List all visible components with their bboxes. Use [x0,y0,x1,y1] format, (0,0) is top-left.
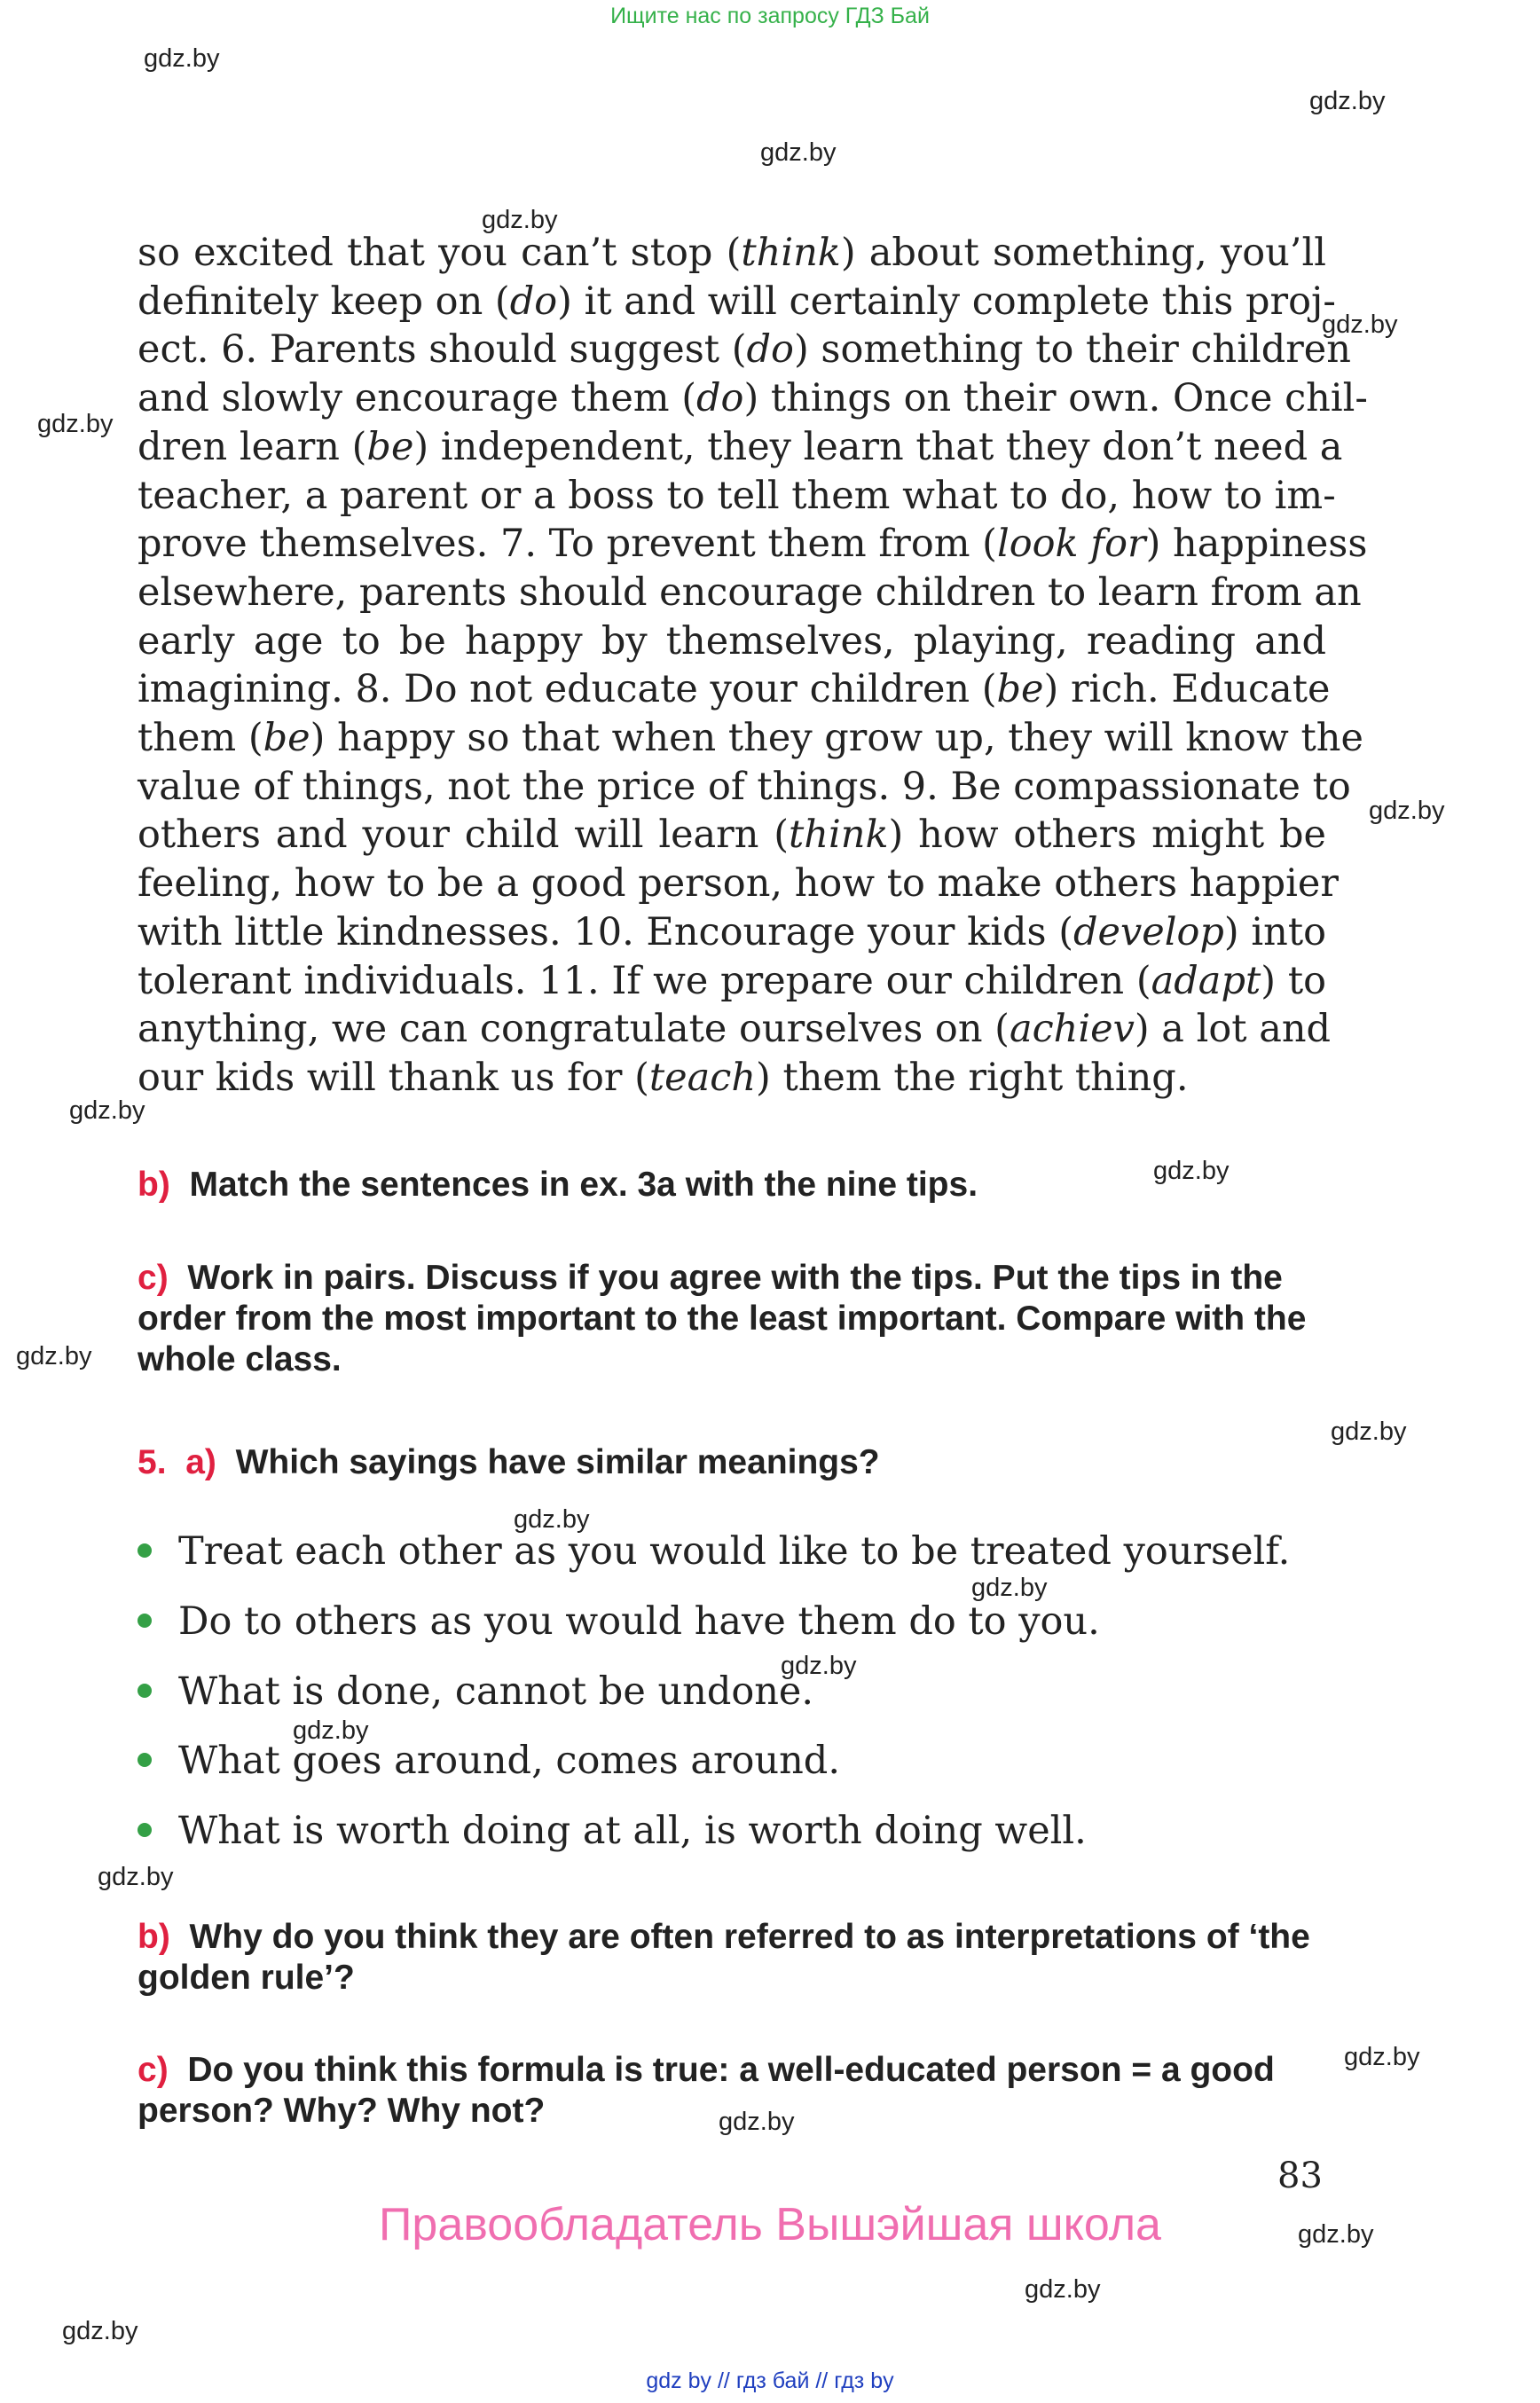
task-4b [138,1165,1326,1205]
watermark: gdz.by [1025,2275,1101,2304]
task-label: a) [185,1443,216,1481]
paragraph-line: with little kindnesses. 10. Encourage your kids (develop) into [138,909,1326,954]
paragraph-line: anything, we can congratulate ourselves on (achiev) a lot and [138,1007,1332,1052]
paragraph-line: others and your child will learn (think) how others might be [138,813,1326,858]
watermark: gdz.by [37,410,114,438]
bullet-icon [138,1543,152,1558]
task-5c [138,2050,1326,2132]
watermark: gdz.by [16,1342,92,1370]
task-text: Match the sentences in ex. 3a with the nine tips. [189,1166,978,1204]
paragraph-line: feeling, how to be a good person, how to make others happier [138,861,1339,907]
task-text: Why do you think they are often referred to as interpretations of ‘the golden rule’? [138,1918,1310,1997]
saying-item: What is done, cannot be undone. [138,1669,813,1714]
watermark: gdz.by [1322,310,1398,339]
watermark: gdz.by [1298,2220,1374,2249]
watermark: gdz.by [1331,1417,1407,1446]
paragraph-line: tolerant individuals. 11. If we prepare our children (adapt) to [138,958,1326,1003]
paragraph-line: and slowly encourage them (do) things on their own. Once chil- [138,376,1368,421]
page-number: 83 [1277,2156,1323,2196]
watermark: gdz.by [760,138,837,167]
bullet-icon [138,1753,152,1767]
watermark: gdz.by [69,1096,145,1125]
watermark: gdz.by [1344,2043,1420,2071]
task-label: b) [138,1166,170,1204]
bullet-icon [138,1684,152,1698]
paragraph-line: so excited that you can’t stop (think) about something, you’ll [138,231,1326,275]
task-label: c) [138,1259,169,1297]
paragraph-line: elsewhere, parents should encourage children to learn from an [138,569,1362,615]
watermark: gdz.by [62,2317,138,2345]
watermark: gdz.by [719,2108,795,2136]
watermark: gdz.by [781,1652,857,1680]
watermark: gdz.by [1369,797,1445,825]
paragraph-line: definitely keep on (do) it and will certainly complete this proj- [138,279,1336,324]
paragraph-line: teacher, a parent or a boss to tell them what to do, how to im- [138,473,1336,518]
watermark: gdz.by [971,1574,1048,1602]
paragraph-line: value of things, not the price of things. 9. Be compassionate to [138,764,1351,809]
watermark: gdz.by [514,1505,590,1534]
bullet-icon [138,1823,152,1837]
task-text: Work in pairs. Discuss if you agree with the tips. Put the tips in the order from the most important to the least important. Compare with the whole class. [138,1259,1307,1378]
top-banner[interactable]: Ищите нас по запросу ГДЗ Бай [610,4,930,28]
footer-links[interactable]: gdz by // гдз бай // гдз by [646,2368,894,2393]
paragraph-line: dren learn (be) independent, they learn that they don’t need a [138,424,1343,469]
task-5a [138,1442,1326,1483]
watermark: gdz.by [482,206,558,234]
task-text: Which sayings have similar meanings? [235,1443,880,1481]
watermark: gdz.by [293,1716,369,1745]
task-5b [138,1917,1326,1999]
task-label: b) [138,1918,170,1956]
bullet-icon [138,1614,152,1628]
saying-item: Do to others as you would have them do to you. [138,1599,1100,1644]
watermark: gdz.by [1153,1157,1230,1185]
saying-item: What goes around, comes around. [138,1739,840,1783]
watermark: gdz.by [98,1863,174,1891]
watermark: gdz.by [1309,87,1386,115]
paragraph-line: prove themselves. 7. To prevent them from (look for) happiness [138,522,1368,567]
paragraph-line: imagining. 8. Do not educate your children (be) rich. Educate [138,667,1331,712]
saying-item: Treat each other as you would like to be treated yourself. [138,1529,1290,1574]
paragraph-line: them (be) happy so that when they grow up, they will know the [138,716,1363,761]
task-text: Do you think this formula is true: a well-educated person = a good person? Why? Why not? [138,2051,1275,2130]
copyright-notice: Правообладатель Вышэйшая школа [379,2199,1161,2250]
task-label: c) [138,2051,169,2089]
watermark: gdz.by [144,44,220,73]
paragraph-line: ect. 6. Parents should suggest (do) something to their children [138,327,1351,373]
paragraph-line: early age to be happy by themselves, playing, reading and [138,618,1326,664]
task-number: 5. [138,1443,167,1481]
paragraph-line: our kids will thank us for (teach) them the right thing. [138,1055,1189,1100]
saying-item: What is worth doing at all, is worth doing well. [138,1809,1087,1853]
task-4c [138,1258,1326,1380]
